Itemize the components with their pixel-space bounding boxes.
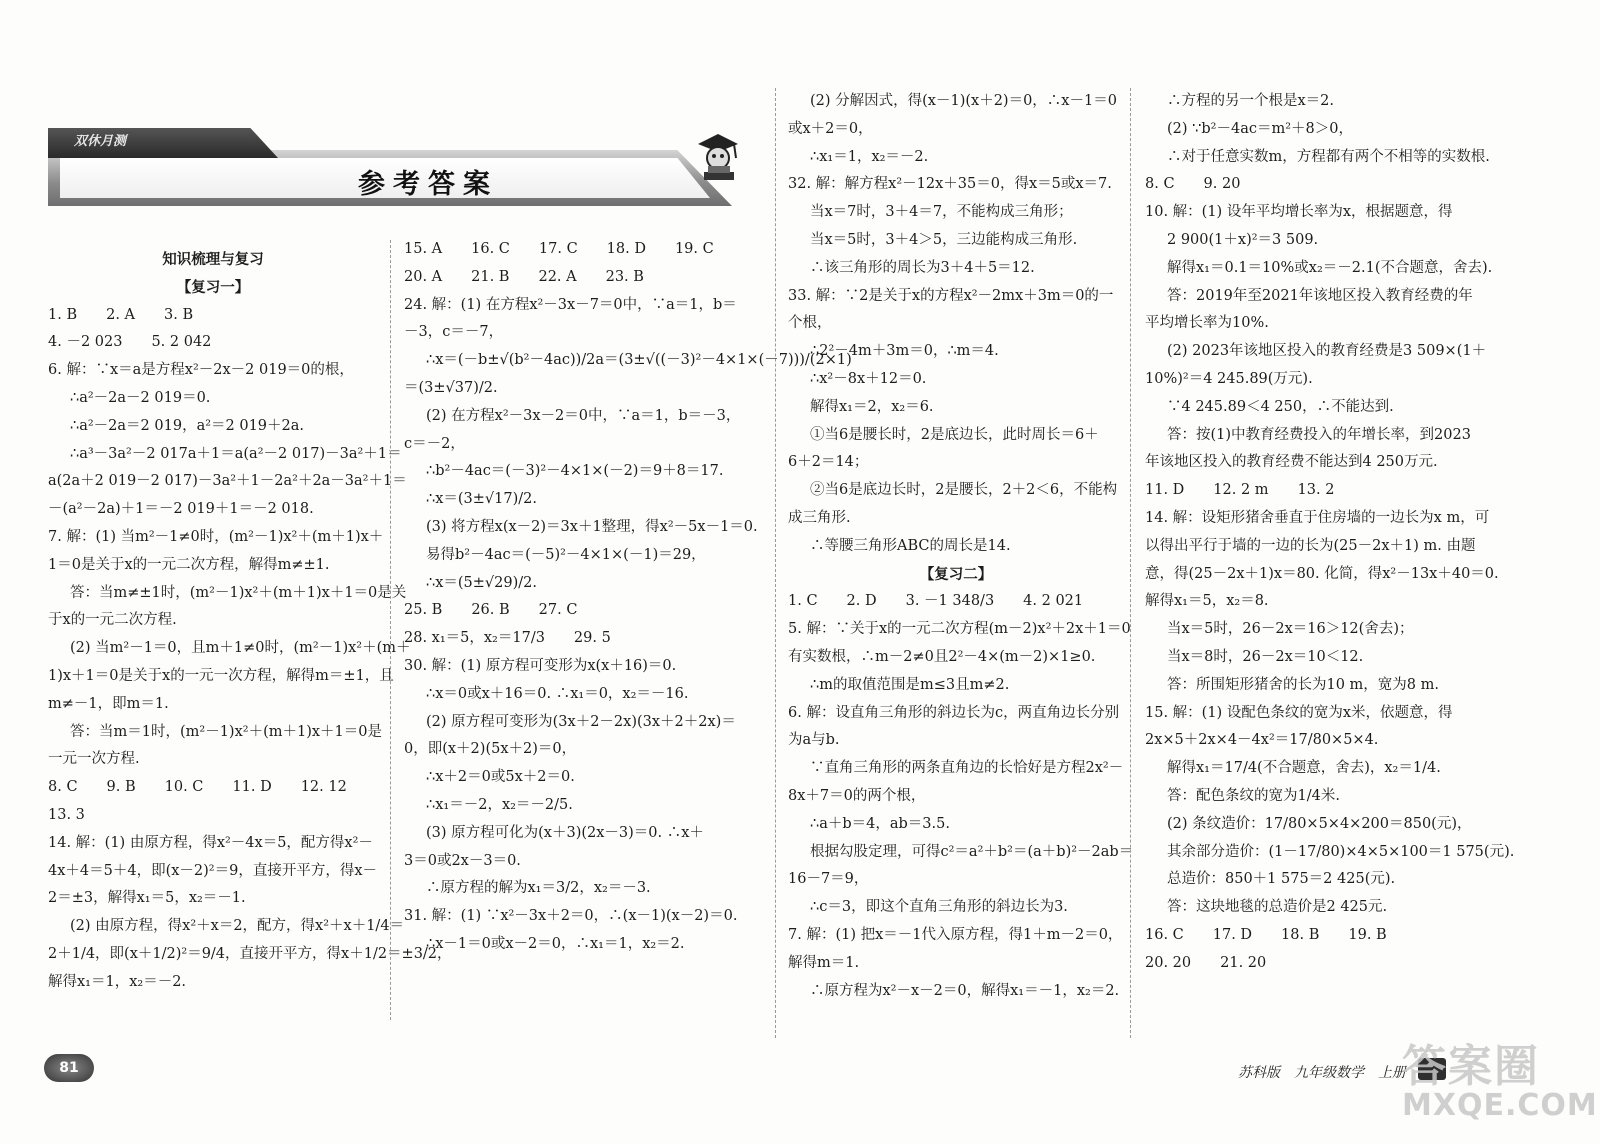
answer-line: 或x＋2＝0， xyxy=(788,120,873,137)
answer-line: 31. 解：(1) ∵x²－3x＋2＝0，∴(x－1)(x－2)＝0. xyxy=(404,908,738,925)
answer-line: ∴c＝3，即这个直角三角形的斜边长为3. xyxy=(810,899,1068,916)
answer-banner xyxy=(48,128,732,206)
answer-line: ∴a＋b＝4，ab＝3.5. xyxy=(810,815,950,832)
series-logo: 双休月测 xyxy=(74,134,127,149)
answer-line: ∴x＝(3±√17)/2. xyxy=(426,491,538,508)
answer-line: a(2a＋2 019－2 017)－3a²＋1－2a²＋2a－3a²＋1＝ xyxy=(48,473,407,490)
answer-line: 33. 解：∵2是关于x的方程x²－2mx＋3m＝0的一 xyxy=(788,287,1114,304)
answer-line: 14. 解：(1) 由原方程，得x²－4x＝5，配方得x²－ xyxy=(48,834,373,851)
answer-line: ∵直角三角形的两条直角边的长恰好是方程2x²－ xyxy=(810,760,1124,777)
page-number: 81 xyxy=(44,1054,94,1082)
answer-line: 解得x₁＝2，x₂＝6. xyxy=(810,398,934,415)
answer-line: ∴方程的另一个根是x＝2. xyxy=(1167,93,1335,109)
answer-line: m≠－1，即m＝1. xyxy=(48,695,169,712)
answer-line: 成三角形. xyxy=(788,509,851,526)
answer-line: ∴原方程为x²－x－2＝0，解得x₁＝－1，x₂＝2. xyxy=(810,982,1120,999)
answer-line: 答：所围矩形猪舍的长为10 m，宽为8 m. xyxy=(1167,676,1440,693)
answer-line: 当x＝5时，26－2x＝16＞12(舍去)； xyxy=(1167,621,1414,638)
answer-line: 2＝±3，解得x₁＝5，x₂＝－1. xyxy=(48,890,246,907)
answer-line: 当x＝7时，3＋4＝7，不能构成三角形； xyxy=(810,204,1073,221)
answer-line: 3＝0或2x－3＝0. xyxy=(404,852,521,869)
answer-line: 20. A 21. B 22. A 23. B xyxy=(404,268,644,285)
answer-line: 当x＝8时，26－2x＝10＜12. xyxy=(1167,648,1364,665)
column-divider xyxy=(1130,88,1131,1038)
answer-line: (2) 分解因式，得(x－1)(x＋2)＝0，∴x－1＝0 xyxy=(810,93,1117,109)
answer-line: 一元一次方程. xyxy=(48,751,140,768)
answer-line: 6＋2＝14； xyxy=(788,454,869,471)
answer-line: 13. 3 xyxy=(48,806,85,823)
answer-line: 14. 解：设矩形猪舍垂直于住房墙的一边长为x m，可 xyxy=(1145,509,1490,526)
answer-line: 10%)²＝4 245.89(万元). xyxy=(1145,370,1313,387)
answer-line: 平均增长率为10%. xyxy=(1145,315,1269,332)
book-edition: 苏科版 九年级数学 上册 xyxy=(1238,1065,1406,1081)
answer-line: ∴x＋2＝0或5x＋2＝0. xyxy=(426,769,575,786)
answer-line: 7. 解：(1) 把x＝－1代入原方程，得1＋m－2＝0， xyxy=(788,926,1123,943)
answer-line: 6. 解：∵x＝a是方程x²－2x－2 019＝0的根， xyxy=(48,362,354,379)
answer-line: 解得x₁＝17/4(不合题意，舍去)，x₂＝1/4. xyxy=(1167,760,1441,777)
answer-line: 1. B 2. A 3. B xyxy=(48,306,194,323)
answer-line: 20. 20 21. 20 xyxy=(1145,954,1267,971)
answer-line: 个根， xyxy=(788,315,832,332)
answer-line: 32. 解：解方程x²－12x＋35＝0，得x＝5或x＝7. xyxy=(788,176,1112,193)
answer-line: 解得x₁＝1，x₂＝－2. xyxy=(48,973,187,990)
answer-line: 答：按(1)中教育经费投入的年增长率，到2023 xyxy=(1167,426,1471,443)
answer-line: ∴x＝0或x＋16＝0. ∴x₁＝0，x₂＝－16. xyxy=(426,685,689,702)
column-divider xyxy=(390,240,391,1020)
answer-line: 为a与b. xyxy=(788,732,840,749)
answer-line: 答：2019年至2021年该地区投入教育经费的年 xyxy=(1167,287,1473,304)
answer-line: 解得x₁＝0.1＝10%或x₂＝－2.1(不合题意，舍去). xyxy=(1167,259,1493,276)
answer-line: 有实数根，∴m－2≠0且2²－4×(m－2)×1≥0. xyxy=(788,648,1096,665)
page-title: 参考答案 xyxy=(358,169,498,200)
answer-line: 5. 解：∵关于x的一元二次方程(m－2)x²＋2x＋1＝0 xyxy=(788,621,1131,638)
answer-line: 2x×5＋2x×4－4x²＝17/80×5×4. xyxy=(1145,732,1379,749)
answer-line: 1. C 2. D 3. －1 348/3 4. 2 021 xyxy=(788,593,1084,610)
answer-line: 其余部分造价：(1－17/80)×4×5×100＝1 575(元). xyxy=(1167,843,1515,860)
answer-line: ∴x²－8x＋12＝0. xyxy=(810,370,927,387)
answer-line: 【复习二】 xyxy=(919,565,993,583)
answer-line: ∴x＝(－b±√(b²－4ac))/2a＝(3±√((－3)²－4×1×(－7)))/(2×1) xyxy=(426,352,852,369)
answer-line: 根据勾股定理，可得c²＝a²＋b²＝(a＋b)²－2ab＝ xyxy=(810,843,1134,860)
answer-line: －3，c＝－7， xyxy=(404,324,504,341)
answer-line: 答：配色条纹的宽为1/4米. xyxy=(1167,787,1340,804)
answer-line: (3) 将方程x(x－2)＝3x＋1整理，得x²－5x－1＝0. xyxy=(426,518,758,535)
answer-line: 答：当m＝1时，(m²－1)x²＋(m＋1)x＋1＝0是 xyxy=(70,723,382,740)
answer-line: (2) 在方程x²－3x－2＝0中，∵a＝1，b＝－3， xyxy=(426,407,741,424)
answer-line: 15. A 16. C 17. C 18. D 19. C xyxy=(404,241,714,257)
answer-line: 6. 解：设直角三角形的斜边长为c，两直角边长分别 xyxy=(788,704,1120,721)
answer-line: 25. B 26. B 27. C xyxy=(404,602,578,619)
answer-line: 7. 解：(1) 当m²－1≠0时，(m²－1)x²＋(m＋1)x＋ xyxy=(48,528,384,545)
answer-line: ①当6是腰长时，2是底边长，此时周长＝6＋ xyxy=(810,426,1099,443)
column-divider xyxy=(775,88,776,1038)
answer-line: 当x＝5时，3＋4＞5，三边能构成三角形. xyxy=(810,231,1078,248)
answer-line: 0，即(x＋2)(5x＋2)＝0， xyxy=(404,741,577,758)
answer-line: ∴x＝(5±√29)/2. xyxy=(426,574,538,591)
answer-line: (3) 原方程可化为(x＋3)(2x－3)＝0. ∴x＋ xyxy=(426,824,704,841)
answer-line: ②当6是底边长时，2是腰长，2＋2＜6，不能构 xyxy=(810,482,1118,499)
answer-line: c＝－2， xyxy=(404,435,465,452)
answer-line: 2＋1/4，即(x＋1/2)²＝9/4，直接开平方，得x＋1/2＝±3/2， xyxy=(48,945,452,962)
answer-line: ∴原方程的解为x₁＝3/2，x₂＝－3. xyxy=(426,880,651,897)
answer-line: 4x＋4＝5＋4，即(x－2)²＝9，直接开平方，得x－ xyxy=(48,862,378,879)
answer-line: 1＝0是关于x的一元二次方程，解得m≠±1. xyxy=(48,556,330,573)
answer-line: 2 900(1＋x)²＝3 509. xyxy=(1167,231,1319,248)
answer-line: 意，得(25－2x＋1)x＝80. 化简，得x²－13x＋40＝0. xyxy=(1145,565,1499,582)
watermark-chinese: 答案圈 xyxy=(1402,1041,1540,1092)
answer-line: 8x＋7＝0的两个根， xyxy=(788,787,926,804)
answer-line: (2) 原方程可变形为(3x＋2－2x)(3x＋2＋2x)＝ xyxy=(426,713,736,730)
answer-line: 易得b²－4ac＝(－5)²－4×1×(－1)＝29， xyxy=(426,546,706,563)
answer-line: 1)x＋1＝0是关于x的一元一次方程，解得m＝±1，且 xyxy=(48,667,394,684)
answer-line: ∴x－1＝0或x－2＝0，∴x₁＝1，x₂＝2. xyxy=(426,935,685,952)
answer-line: ∵4 245.89＜4 250，∴不能达到. xyxy=(1167,398,1394,415)
answer-line: ∴x₁＝－2，x₂＝－2/5. xyxy=(426,796,573,813)
answer-line: (2) ∵b²－4ac＝m²＋8＞0， xyxy=(1167,120,1353,137)
answer-line: －(a²－2a)＋1＝－2 019＋1＝－2 018. xyxy=(48,501,314,518)
watermark-url: MXQE.COM xyxy=(1402,1088,1598,1123)
answer-line: (2) 2023年该地区投入的教育经费是3 509×(1＋ xyxy=(1167,343,1487,360)
answer-line: 8. C 9. B 10. C 11. D 12. 12 xyxy=(48,779,347,796)
answer-line: 答：这块地毯的总造价是2 425元. xyxy=(1167,899,1388,916)
answer-line: ∴等腰三角形ABC的周长是14. xyxy=(810,537,1011,554)
answer-line: ∴对于任意实数m，方程都有两个不相等的实数根. xyxy=(1167,148,1490,165)
answer-line: 年该地区投入的教育经费不能达到4 250万元. xyxy=(1145,454,1438,471)
answer-line: 总造价：850＋1 575＝2 425(元). xyxy=(1167,871,1396,888)
site-watermark xyxy=(1402,1030,1598,1140)
answer-line: ＝(3±√37)/2. xyxy=(404,379,498,396)
answer-line: 16－7＝9， xyxy=(788,871,869,888)
answer-line: 8. C 9. 20 xyxy=(1145,176,1241,193)
answer-line: 11. D 12. 2 m 13. 2 xyxy=(1145,482,1335,499)
answer-line: 4. －2 023 5. 2 042 xyxy=(48,334,212,351)
answer-line: ∴a²－2a＝2 019，a²＝2 019＋2a. xyxy=(70,417,305,434)
answer-line: (2) 条纹造价：17/80×5×4×200＝850(元)， xyxy=(1167,815,1472,832)
answer-line: 15. 解：(1) 设配色条纹的宽为x米，依题意，得 xyxy=(1145,704,1453,721)
answer-line: 30. 解：(1) 原方程可变形为x(x＋16)＝0. xyxy=(404,657,677,674)
answer-line: ∴a³－3a²－2 017a＋1＝a(a²－2 017)－3a²＋1＝ xyxy=(70,445,402,462)
answer-line: 10. 解：(1) 设年平均增长率为x，根据题意，得 xyxy=(1145,204,1453,221)
answer-line: ∴a²－2a－2 019＝0. xyxy=(70,389,211,406)
answer-line: 16. C 17. D 18. B 19. B xyxy=(1145,926,1387,943)
answer-column-4 xyxy=(1145,88,1515,978)
answer-line: (2) 当m²－1＝0，且m＋1≠0时，(m²－1)x²＋(m＋ xyxy=(70,640,411,657)
answer-line: (2) 由原方程，得x²＋x＝2，配方，得x²＋x＋1/4＝ xyxy=(70,918,405,935)
answer-line: ∴该三角形的周长为3＋4＋5＝12. xyxy=(810,259,1035,276)
answer-line: ∴2²－4m＋3m＝0，∴m＝4. xyxy=(810,343,999,360)
answer-column-3 xyxy=(788,88,1134,1005)
answer-line: 答：当m≠±1时，(m²－1)x²＋(m＋1)x＋1＝0是关 xyxy=(70,584,407,601)
answer-line: 解得x₁＝5，x₂＝8. xyxy=(1145,593,1269,610)
answer-line: 于x的一元二次方程. xyxy=(48,612,177,629)
answer-line: 解得m＝1. xyxy=(788,954,860,971)
answer-line: 知识梳理与复习 xyxy=(162,251,264,268)
answer-line: ∴x₁＝1，x₂＝－2. xyxy=(810,148,929,165)
answer-line: 【复习一】 xyxy=(176,278,250,296)
answer-line: 28. x₁＝5，x₂＝17/3 29. 5 xyxy=(404,630,611,647)
answer-line: ∴m的取值范围是m≤3且m≠2. xyxy=(810,676,1010,693)
answer-line: 以得出平行于墙的一边的长为(25－2x＋1) m. 由题 xyxy=(1145,537,1476,554)
answer-line: 24. 解：(1) 在方程x²－3x－7＝0中，∵a＝1，b＝ xyxy=(404,296,737,313)
answer-line: ∴b²－4ac＝(－3)²－4×1×(－2)＝9＋8＝17. xyxy=(426,463,724,480)
mascot-graduate-icon xyxy=(688,128,748,188)
